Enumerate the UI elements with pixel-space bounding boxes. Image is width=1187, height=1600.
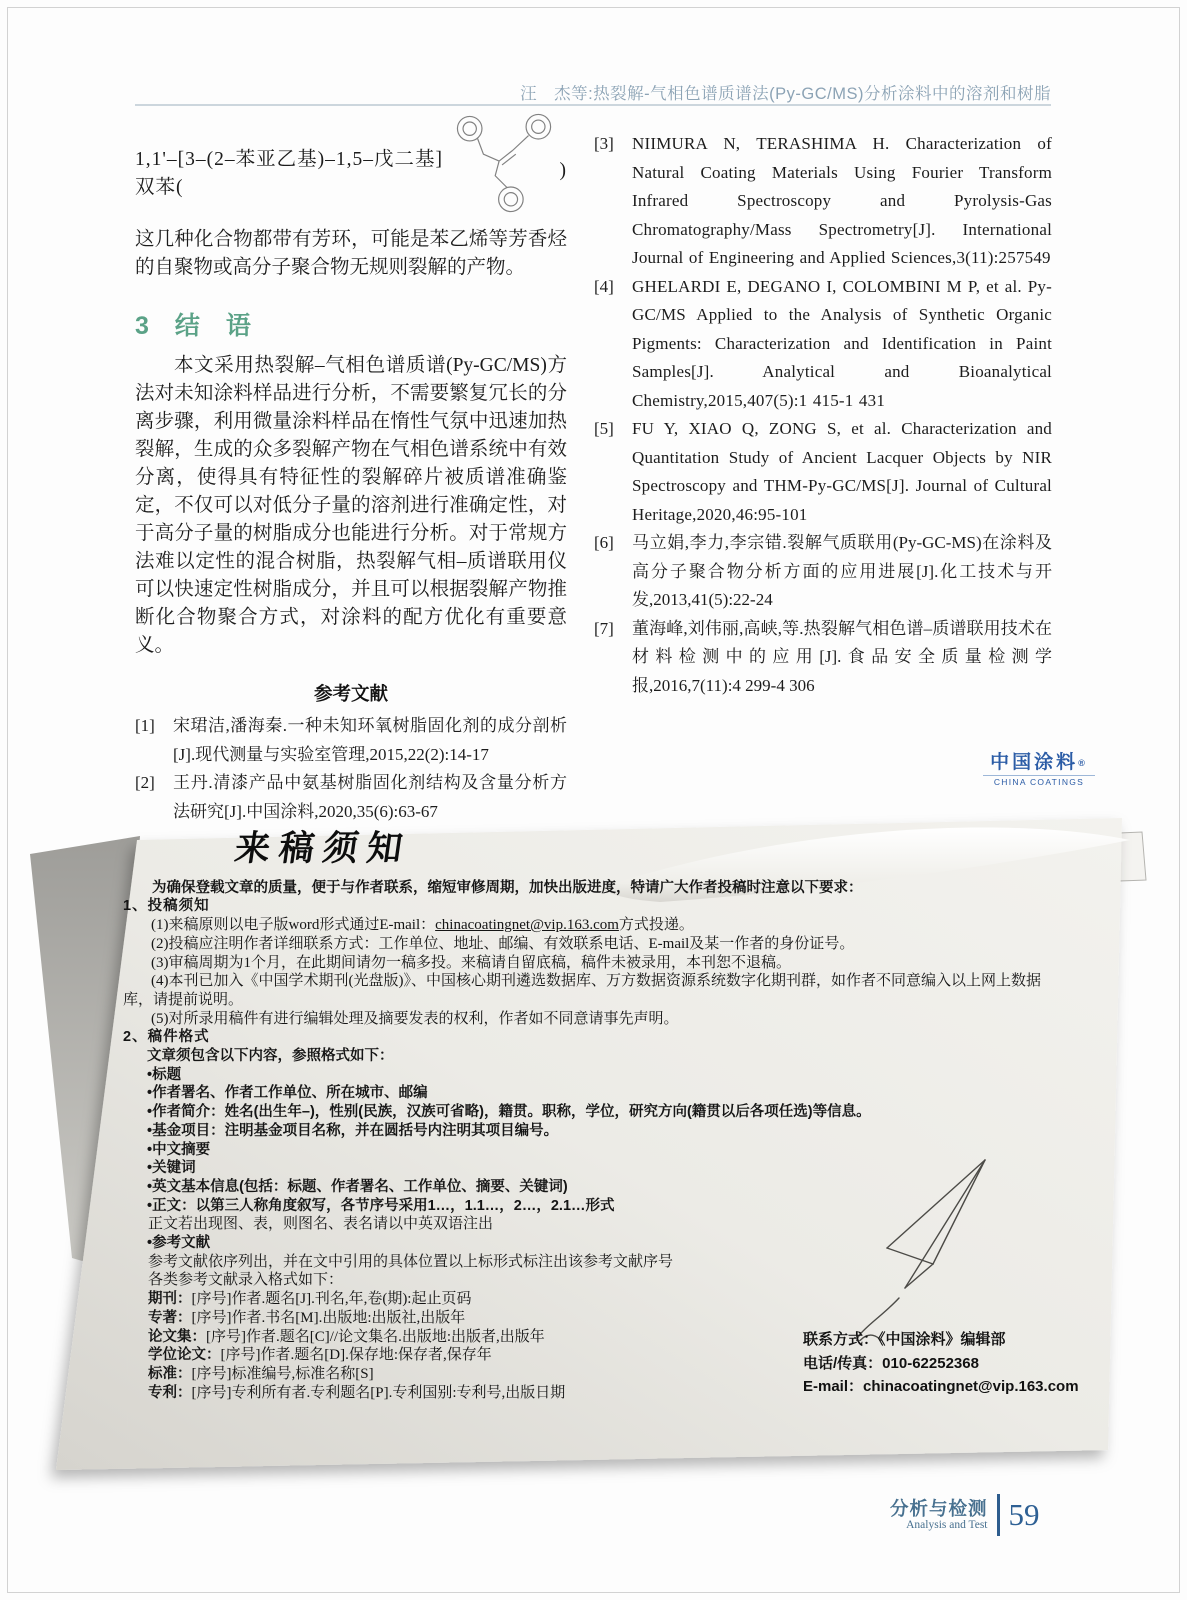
page-number: 59 [1008, 1497, 1040, 1532]
notice-item-5: (5)对所录用稿件有进行编辑处理及摘要发表的权利，作者如不同意请事先声明。 [151, 1010, 679, 1027]
footer-section-name-en: Analysis and Test [906, 1519, 988, 1531]
format-label: 标准： [148, 1365, 192, 1382]
submission-email: chinacoatingnet@vip.163.com [435, 917, 619, 934]
format-text: [序号]作者.题名[D].保存地:保存者,保存年 [220, 1347, 492, 1364]
left-column [135, 118, 567, 826]
reference-number: [6] [594, 533, 614, 552]
contact-email: chinacoatingnet@vip.163.com [863, 1378, 1079, 1395]
reference-item [594, 615, 1052, 701]
format-bullet: •基金项目：注明基金项目名称，并在圆括号内注明其项目编号。 [147, 1122, 559, 1139]
format-bullet: •正文：以第三人称角度叙写，各节序号采用1…，1.1…，2…，2.1…形式 [147, 1197, 615, 1214]
reference-text: FU Y, XIAO Q, ZONG S, et al. Characterization and Quantitation Study of Ancient Lacquer Objects by NIR Spectroscopy and THM-Py-GC/MS[J]. Journal of Cultural Heritage,2020,46:95-101 [632, 419, 1052, 524]
chemical-structure-diagram [450, 113, 560, 213]
contact-block [803, 1328, 1079, 1399]
contact-label: E-mail： [803, 1378, 864, 1395]
logo-chinese-name [983, 753, 1095, 773]
section-heading [135, 306, 567, 342]
reference-number: [2] [135, 773, 155, 792]
page-footer [890, 1494, 1040, 1536]
intro-paragraph: 这几种化合物都带有芳环，可能是苯乙烯等芳香烃的自聚物或高分子聚合物无规则裂解的产物。 [135, 229, 567, 278]
format-bullet: •关键词 [147, 1160, 196, 1177]
reference-number: [1] [135, 716, 155, 735]
reference-item [594, 529, 1052, 615]
format-label: 论文集： [148, 1328, 206, 1345]
footer-section [890, 1499, 988, 1531]
submission-notice [0, 806, 1187, 1506]
item1-suffix: 方式投递。 [618, 917, 694, 934]
contact-label: 联系方式： [803, 1331, 879, 1348]
notice-section2-heading: 2、稿件格式 [123, 1029, 210, 1046]
format-label: 学位论文： [148, 1347, 221, 1364]
format-label: 专利： [148, 1384, 192, 1401]
notice-title: 来稿须知 [232, 829, 414, 868]
reference-text: 宋珺洁,潘海秦.一种未知环氧树脂固化剂的成分剖析[J].现代测量与实验室管理,2015,22(2):14-17 [173, 716, 567, 764]
header-rule [135, 104, 1051, 106]
format-text: [序号]作者.题名[J].刊名,年,卷(期):起止页码 [191, 1291, 472, 1308]
notice-intro: 为确保登载文章的质量，便于与作者联系，缩短审修周期，加快出版进度，特请广大作者投稿时注意以下要求： [152, 879, 863, 896]
format-label: 期刊： [148, 1291, 192, 1308]
format-label: 专著： [148, 1309, 192, 1326]
reference-note-1: 参考文献依序列出，并在文中引用的具体位置以上标形式标注出该参考文献序号 [148, 1253, 674, 1270]
footer-divider [997, 1494, 1000, 1536]
reference-text: 董海峰,刘伟丽,高峡,等.热裂解气相色谱–质谱联用技术在材料检测中的应用[J].食品安全质量检测学报,2016,7(11):4 299-4 306 [632, 618, 1052, 695]
format-text: [序号]标准编号,标准名称[S] [191, 1365, 374, 1382]
reference-text: 马立娟,李力,李宗错.裂解气质联用(Py-GC-MS)在涂料及高分子聚合物分析方面的应用进展[J].化工技术与开发,2013,41(5):22-24 [632, 533, 1052, 609]
format-text: [序号]作者.题名[C]//论文集名.出版地:出版者,出版年 [206, 1328, 545, 1345]
reference-item [594, 273, 1052, 416]
reference-item [135, 712, 567, 769]
contact-line-2 [803, 1352, 1079, 1376]
compound-name-close: ) [559, 160, 567, 181]
reference-number: [3] [594, 134, 614, 153]
paper-airplane-sketch [833, 1146, 1008, 1341]
reference-number: [4] [594, 276, 614, 296]
running-header: 汪 杰等:热裂解-气相色谱质谱法(Py-GC/MS)分析涂料中的溶剂和树脂 [520, 85, 1051, 103]
contact-value: 010-62252368 [882, 1354, 979, 1372]
compound-name-text: 1,1'–[3–(2–苯亚乙基)–1,5–戊二基]双苯( [135, 149, 443, 198]
china-coatings-logo [983, 753, 1095, 787]
reference-text: 王丹.清漆产品中氨基树脂固化剂结构及含量分析方法研究[J].中国涂料,2020,35(6):63-67 [173, 773, 567, 821]
conclusion-paragraph: 本文采用热裂解–气相色谱质谱(Py-GC/MS)方法对未知涂料样品进行分析，不需要繁复冗长的分离步骤，利用微量涂料样品在惰性气氛中迅速加热裂解，生成的众多裂解产物在气相色谱系统中有效分离，使得具有特征性的裂解碎片被质谱准确鉴定，不仅可以对低分子量的溶剂进行准确定性，对于高分子量的树脂成分也能进行分析。对于常规方法难以定性的混合树脂，热裂解气相–质谱联用仪可以快速定性树脂成分，并且可以根据裂解产物推断化合物聚合方式，对涂料的配方优化有重要意义。 [135, 355, 567, 656]
reference-text: GHELARDI E, DEGANO I, COLOMBINI M P, et al. Py-GC/MS Applied to the Analysis of Synthetic Organic Pigments: Characterization and Identification in Paint Samples[J]. Analytical and Bioanalytical Chemistry,2015,407(5):1 415-1 431 [632, 276, 1052, 410]
format-text: [序号]专利所有者.专利题名[P].专利国别:专利号,出版日期 [191, 1384, 566, 1401]
contact-line-3 [803, 1375, 1079, 1399]
format-bullet-references: •参考文献 [147, 1235, 211, 1252]
format-bullet: •中文摘要 [147, 1141, 211, 1158]
references-title: 参考文献 [313, 683, 388, 704]
section-number: 3 [135, 312, 149, 340]
reference-number: [7] [594, 618, 614, 638]
reference-item [594, 130, 1052, 273]
contact-label: 电话/传真： [803, 1354, 883, 1372]
format-text: [序号]作者.书名[M].出版地:出版社,出版年 [191, 1309, 466, 1326]
reference-note-2: 各类参考文献录入格式如下： [148, 1272, 344, 1289]
notice-item-2: (2)投稿应注明作者详细联系方式：工作单位、地址、邮编、有效联系电话、E-mail及某一作者的身份证号。 [151, 935, 855, 952]
logo-cn-text: 中国涂料 [990, 752, 1079, 773]
notice-section1-heading: 1、投稿须知 [123, 898, 210, 915]
item1-prefix: (1)来稿原则以电子版word形式通过E-mail： [151, 917, 436, 934]
format-bullet: •英文基本信息(包括：标题、作者署名、工作单位、摘要、关键词) [147, 1178, 568, 1195]
reference-number: [5] [594, 419, 614, 438]
body-note: 正文若出现图、表，则图名、表名请以中英双语注出 [148, 1216, 494, 1233]
section-title: 结语 [174, 312, 277, 340]
right-column [594, 130, 1052, 700]
compound-name-row [135, 118, 567, 224]
registered-mark-icon: ® [1078, 758, 1088, 768]
notice-item-3: (3)审稿周期为1个月，在此期间请勿一稿多投。来稿请自留底稿，稿件未被录用，本刊恕不退稿。 [151, 954, 791, 971]
notice-item-4: (4)本刊已加入《中国学术期刊(光盘版)》、中国核心期刊遴选数据库、万方数据资源系统数字化期刊群，如作者不同意编入以上网上数据库，请提前说明。 [123, 973, 1041, 1008]
logo-english-name: CHINA COATINGS [983, 775, 1095, 787]
reference-item [594, 415, 1052, 529]
footer-section-name: 分析与检测 [890, 1498, 988, 1519]
contact-value: 《中国涂料》编辑部 [878, 1331, 1006, 1348]
format-bullet: •作者简介：姓名(出生年–)，性别(民族，汉族可省略)，籍贯。职称，学位，研究方向(籍贯以后各项任选)等信息。 [147, 1104, 871, 1121]
contact-line-1 [803, 1328, 1079, 1352]
notice-section2-intro: 文章须包含以下内容，参照格式如下： [147, 1048, 394, 1065]
format-bullet: •作者署名、作者工作单位、所在城市、邮编 [147, 1085, 428, 1102]
reference-text: NIIMURA N, TERASHIMA H. Characterization of Natural Coating Materials Using Fourier Transform Infrared Spectroscopy and Pyrolysis-Gas Chromatography/Mass Spectrometry[J]. International Journal of Engineering and Applied Sciences,3(11):257549 [632, 134, 1052, 267]
notice-item-1 [123, 916, 1051, 935]
format-bullet: •标题 [147, 1066, 182, 1083]
